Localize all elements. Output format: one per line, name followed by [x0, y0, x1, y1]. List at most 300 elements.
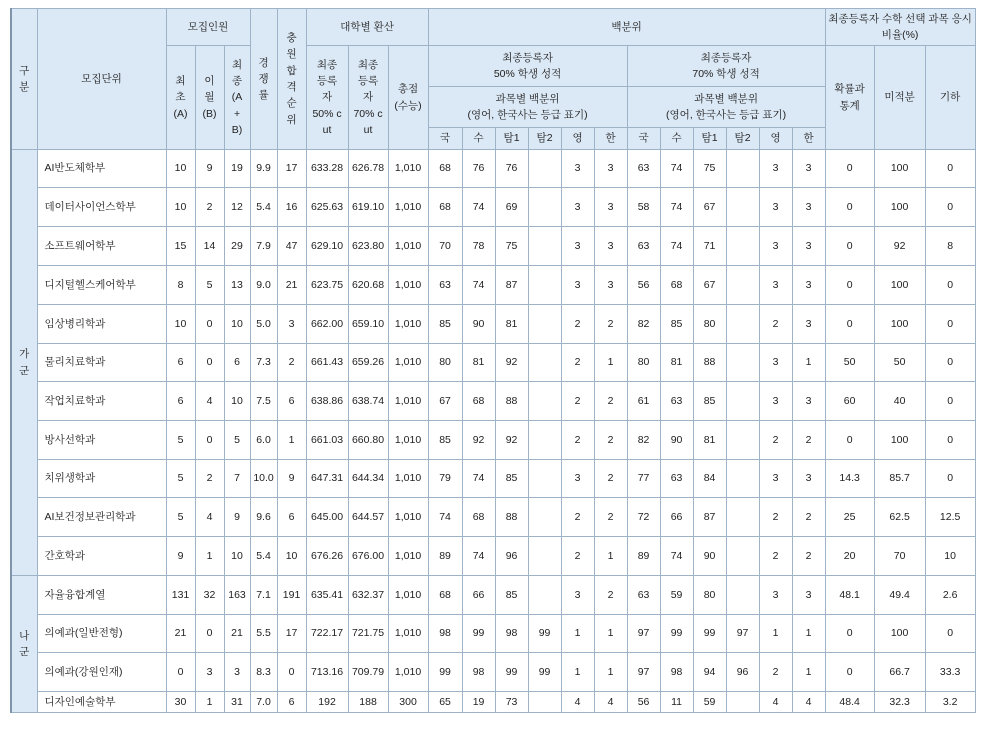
math-geo: 0 — [925, 615, 975, 653]
unit-name: 작업치료학과 — [37, 382, 166, 421]
p50-score: 99 — [528, 653, 561, 692]
p50-score: 3 — [594, 227, 627, 266]
math-geo: 0 — [925, 305, 975, 344]
p70-score: 80 — [693, 305, 726, 344]
competition-rate: 5.4 — [250, 188, 277, 227]
math-geo: 0 — [925, 421, 975, 460]
math-calc: 85.7 — [874, 460, 925, 498]
p70-score — [726, 421, 759, 460]
unit-name: 물리치료학과 — [37, 344, 166, 382]
additional-rank: 191 — [277, 576, 306, 615]
p50-score: 76 — [462, 150, 495, 188]
quota-initial: 10 — [166, 150, 195, 188]
quota-initial: 8 — [166, 266, 195, 305]
table-row — [11, 382, 975, 421]
p50-score — [528, 266, 561, 305]
additional-rank: 6 — [277, 692, 306, 713]
quota-initial: 30 — [166, 692, 195, 713]
p70-score: 3 — [759, 460, 792, 498]
table-header — [11, 9, 975, 150]
p70-score: 68 — [660, 266, 693, 305]
table-row — [11, 615, 975, 653]
total-score: 300 — [388, 692, 428, 713]
p70-score: 3 — [792, 576, 825, 615]
p70-score — [726, 188, 759, 227]
math-calc: 100 — [874, 188, 925, 227]
p50-score: 68 — [428, 150, 462, 188]
p50-score: 74 — [462, 188, 495, 227]
p70-score: 63 — [627, 576, 660, 615]
p70-score: 4 — [792, 692, 825, 713]
p50-score: 1 — [594, 344, 627, 382]
header-conversion: 대학별 환산 — [306, 9, 428, 46]
math-prob: 0 — [825, 227, 874, 266]
p50-score: 74 — [462, 537, 495, 576]
p50-score — [528, 188, 561, 227]
p50-score: 2 — [594, 305, 627, 344]
table-row — [11, 498, 975, 537]
quota-final: 13 — [224, 266, 250, 305]
additional-rank: 16 — [277, 188, 306, 227]
header-p50: 최종등록자 50% 학생 성적 — [428, 46, 627, 87]
group-label: 나 군 — [11, 576, 37, 713]
p50-score: 2 — [561, 537, 594, 576]
p50-score: 98 — [462, 653, 495, 692]
total-score: 1,010 — [388, 576, 428, 615]
p70-score: 59 — [660, 576, 693, 615]
math-geo: 2.6 — [925, 576, 975, 615]
total-score: 1,010 — [388, 150, 428, 188]
math-geo: 8 — [925, 227, 975, 266]
p70-score: 11 — [660, 692, 693, 713]
conv-50-cut: 633.28 — [306, 150, 348, 188]
quota-carryover: 32 — [195, 576, 224, 615]
header-quota-initial: 최 초 (A) — [166, 46, 195, 150]
p50-score: 74 — [428, 498, 462, 537]
p50-score: 92 — [495, 344, 528, 382]
p50-score — [528, 150, 561, 188]
conv-50-cut: 625.63 — [306, 188, 348, 227]
math-geo: 12.5 — [925, 498, 975, 537]
header-subject-p50-5: 한 — [594, 128, 627, 150]
quota-initial: 10 — [166, 305, 195, 344]
math-prob: 0 — [825, 615, 874, 653]
quota-initial: 0 — [166, 653, 195, 692]
header-math-geo: 기하 — [925, 46, 975, 150]
p50-score: 96 — [495, 537, 528, 576]
header-subject-p70-2: 탐1 — [693, 128, 726, 150]
p70-score: 3 — [759, 344, 792, 382]
p50-score: 99 — [428, 653, 462, 692]
conv-70-cut: 659.10 — [348, 305, 388, 344]
math-prob: 0 — [825, 305, 874, 344]
math-geo: 0 — [925, 188, 975, 227]
p70-score — [726, 537, 759, 576]
unit-name: 의예과(강원인재) — [37, 653, 166, 692]
additional-rank: 47 — [277, 227, 306, 266]
math-calc: 100 — [874, 150, 925, 188]
conv-50-cut: 629.10 — [306, 227, 348, 266]
total-score: 1,010 — [388, 537, 428, 576]
p50-score: 68 — [462, 498, 495, 537]
p50-score: 85 — [428, 305, 462, 344]
math-calc: 100 — [874, 305, 925, 344]
math-prob: 0 — [825, 150, 874, 188]
math-calc: 62.5 — [874, 498, 925, 537]
quota-initial: 5 — [166, 498, 195, 537]
conv-50-cut: 662.00 — [306, 305, 348, 344]
p70-score: 94 — [693, 653, 726, 692]
quota-initial: 5 — [166, 460, 195, 498]
p70-score — [726, 344, 759, 382]
quota-initial: 9 — [166, 537, 195, 576]
p50-score: 98 — [495, 615, 528, 653]
p50-score: 98 — [428, 615, 462, 653]
p70-score: 2 — [792, 537, 825, 576]
p50-score: 3 — [561, 227, 594, 266]
math-calc: 50 — [874, 344, 925, 382]
p50-score: 1 — [594, 653, 627, 692]
p70-score: 98 — [660, 653, 693, 692]
p50-score: 2 — [594, 498, 627, 537]
quota-carryover: 3 — [195, 653, 224, 692]
header-quota-final: 최 종 (A + B) — [224, 46, 250, 150]
header-group: 구 분 — [11, 9, 37, 150]
quota-carryover: 1 — [195, 692, 224, 713]
additional-rank: 17 — [277, 150, 306, 188]
math-calc: 92 — [874, 227, 925, 266]
p70-score: 59 — [693, 692, 726, 713]
conv-50-cut: 647.31 — [306, 460, 348, 498]
p50-score: 2 — [561, 421, 594, 460]
conv-70-cut: 659.26 — [348, 344, 388, 382]
p50-score — [528, 421, 561, 460]
p50-score: 1 — [594, 537, 627, 576]
header-conv70: 최종 등록 자 70% c ut — [348, 46, 388, 150]
p50-score: 78 — [462, 227, 495, 266]
p70-score: 74 — [660, 150, 693, 188]
conv-70-cut: 620.68 — [348, 266, 388, 305]
p50-score: 76 — [495, 150, 528, 188]
total-score: 1,010 — [388, 266, 428, 305]
quota-initial: 6 — [166, 344, 195, 382]
p70-score: 82 — [627, 305, 660, 344]
p70-score: 72 — [627, 498, 660, 537]
header-quota: 모집인원 — [166, 9, 250, 46]
quota-carryover: 4 — [195, 382, 224, 421]
additional-rank: 1 — [277, 421, 306, 460]
header-subject-p70-1: 수 — [660, 128, 693, 150]
p50-score: 1 — [561, 653, 594, 692]
math-prob: 0 — [825, 188, 874, 227]
additional-rank: 21 — [277, 266, 306, 305]
math-calc: 100 — [874, 266, 925, 305]
p70-score: 56 — [627, 266, 660, 305]
total-score: 1,010 — [388, 188, 428, 227]
p70-score: 74 — [660, 188, 693, 227]
table-row — [11, 460, 975, 498]
p50-score: 75 — [495, 227, 528, 266]
quota-final: 10 — [224, 305, 250, 344]
p50-score — [528, 692, 561, 713]
p70-score — [726, 576, 759, 615]
unit-name: 데이터사이언스학부 — [37, 188, 166, 227]
p50-score: 2 — [561, 344, 594, 382]
p70-score: 3 — [759, 382, 792, 421]
p70-score: 1 — [792, 653, 825, 692]
p50-score: 68 — [462, 382, 495, 421]
p70-score: 2 — [792, 498, 825, 537]
header-subject-p70-3: 탐2 — [726, 128, 759, 150]
p70-score: 85 — [660, 305, 693, 344]
unit-name: 치위생학과 — [37, 460, 166, 498]
header-conv50: 최종 등록 자 50% c ut — [306, 46, 348, 150]
p50-score: 92 — [462, 421, 495, 460]
unit-name: 간호학과 — [37, 537, 166, 576]
p70-score: 4 — [759, 692, 792, 713]
p50-score: 65 — [428, 692, 462, 713]
p50-score: 1 — [594, 615, 627, 653]
p50-score: 81 — [495, 305, 528, 344]
p70-score: 85 — [693, 382, 726, 421]
competition-rate: 9.6 — [250, 498, 277, 537]
math-geo: 0 — [925, 460, 975, 498]
math-calc: 100 — [874, 421, 925, 460]
table-row — [11, 537, 975, 576]
p70-score: 71 — [693, 227, 726, 266]
conv-50-cut: 722.17 — [306, 615, 348, 653]
p70-score: 97 — [726, 615, 759, 653]
competition-rate: 7.0 — [250, 692, 277, 713]
additional-rank: 0 — [277, 653, 306, 692]
quota-final: 163 — [224, 576, 250, 615]
unit-name: 자율융합계열 — [37, 576, 166, 615]
p50-score — [528, 460, 561, 498]
math-prob: 25 — [825, 498, 874, 537]
conv-70-cut: 660.80 — [348, 421, 388, 460]
math-calc: 100 — [874, 615, 925, 653]
quota-final: 5 — [224, 421, 250, 460]
p50-score: 3 — [561, 460, 594, 498]
p70-score: 97 — [627, 653, 660, 692]
additional-rank: 17 — [277, 615, 306, 653]
p50-score: 88 — [495, 498, 528, 537]
p70-score: 80 — [627, 344, 660, 382]
header-subject50: 과목별 백분위 (영어, 한국사는 등급 표기) — [428, 87, 627, 128]
p50-score: 85 — [428, 421, 462, 460]
p50-score: 3 — [561, 576, 594, 615]
p70-score — [726, 227, 759, 266]
quota-carryover: 0 — [195, 615, 224, 653]
conv-50-cut: 645.00 — [306, 498, 348, 537]
p50-score: 63 — [428, 266, 462, 305]
p70-score: 3 — [792, 150, 825, 188]
header-percentile: 백분위 — [428, 9, 825, 46]
p50-score: 4 — [594, 692, 627, 713]
total-score: 1,010 — [388, 421, 428, 460]
math-prob: 14.3 — [825, 460, 874, 498]
conv-50-cut: 638.86 — [306, 382, 348, 421]
p70-score: 82 — [627, 421, 660, 460]
header-subject-p50-3: 탐2 — [528, 128, 561, 150]
p70-score: 3 — [792, 382, 825, 421]
math-geo: 0 — [925, 150, 975, 188]
quota-carryover: 5 — [195, 266, 224, 305]
quota-final: 12 — [224, 188, 250, 227]
table-wrapper — [10, 8, 976, 713]
p50-score — [528, 305, 561, 344]
p70-score: 63 — [627, 150, 660, 188]
p50-score: 99 — [528, 615, 561, 653]
p50-score — [528, 344, 561, 382]
unit-name: 디자인예술학부 — [37, 692, 166, 713]
quota-initial: 10 — [166, 188, 195, 227]
quota-carryover: 1 — [195, 537, 224, 576]
p70-score: 61 — [627, 382, 660, 421]
quota-initial: 15 — [166, 227, 195, 266]
header-unit: 모집단위 — [37, 9, 166, 150]
competition-rate: 6.0 — [250, 421, 277, 460]
p70-score: 88 — [693, 344, 726, 382]
table-row — [11, 266, 975, 305]
p70-score: 1 — [792, 344, 825, 382]
p50-score: 80 — [428, 344, 462, 382]
p50-score: 88 — [495, 382, 528, 421]
p50-score: 99 — [495, 653, 528, 692]
quota-final: 29 — [224, 227, 250, 266]
competition-rate: 7.1 — [250, 576, 277, 615]
conv-70-cut: 644.34 — [348, 460, 388, 498]
table-row — [11, 150, 975, 188]
quota-final: 7 — [224, 460, 250, 498]
p50-score: 2 — [594, 382, 627, 421]
competition-rate: 10.0 — [250, 460, 277, 498]
p70-score: 67 — [693, 266, 726, 305]
math-calc: 40 — [874, 382, 925, 421]
quota-carryover: 4 — [195, 498, 224, 537]
header-quota-carryover: 이 월 (B) — [195, 46, 224, 150]
p70-score: 3 — [792, 188, 825, 227]
header-math-prob: 확률과 통계 — [825, 46, 874, 150]
total-score: 1,010 — [388, 498, 428, 537]
conv-50-cut: 676.26 — [306, 537, 348, 576]
p70-score: 3 — [792, 460, 825, 498]
p70-score — [726, 460, 759, 498]
math-prob: 48.1 — [825, 576, 874, 615]
p50-score: 81 — [462, 344, 495, 382]
p50-score: 79 — [428, 460, 462, 498]
table-row — [11, 692, 975, 713]
header-subject70: 과목별 백분위 (영어, 한국사는 등급 표기) — [627, 87, 825, 128]
p50-score: 66 — [462, 576, 495, 615]
header-subject-p50-1: 수 — [462, 128, 495, 150]
quota-final: 19 — [224, 150, 250, 188]
header-subject-p70-5: 한 — [792, 128, 825, 150]
p50-score: 3 — [561, 150, 594, 188]
p50-score: 1 — [561, 615, 594, 653]
conv-70-cut: 619.10 — [348, 188, 388, 227]
total-score: 1,010 — [388, 227, 428, 266]
p70-score: 97 — [627, 615, 660, 653]
p70-score: 2 — [759, 498, 792, 537]
p70-score: 87 — [693, 498, 726, 537]
quota-carryover: 0 — [195, 421, 224, 460]
quota-initial: 21 — [166, 615, 195, 653]
p50-score — [528, 576, 561, 615]
conv-70-cut: 638.74 — [348, 382, 388, 421]
p70-score: 90 — [693, 537, 726, 576]
conv-70-cut: 676.00 — [348, 537, 388, 576]
p50-score: 87 — [495, 266, 528, 305]
p70-score: 3 — [759, 227, 792, 266]
p50-score: 90 — [462, 305, 495, 344]
quota-carryover: 9 — [195, 150, 224, 188]
p50-score: 92 — [495, 421, 528, 460]
table-body — [11, 150, 975, 713]
header-rank: 충 원 합 격 순 위 — [277, 9, 306, 150]
competition-rate: 5.4 — [250, 537, 277, 576]
quota-carryover: 0 — [195, 344, 224, 382]
p50-score: 68 — [428, 188, 462, 227]
total-score: 1,010 — [388, 382, 428, 421]
total-score: 1,010 — [388, 653, 428, 692]
p50-score: 2 — [594, 460, 627, 498]
p70-score: 3 — [759, 188, 792, 227]
p70-score: 80 — [693, 576, 726, 615]
header-subject-p50-0: 국 — [428, 128, 462, 150]
p70-score: 74 — [660, 537, 693, 576]
conv-70-cut: 623.80 — [348, 227, 388, 266]
conv-70-cut: 632.37 — [348, 576, 388, 615]
p70-score — [726, 692, 759, 713]
p70-score — [726, 150, 759, 188]
p50-score: 3 — [594, 188, 627, 227]
header-p70: 최종등록자 70% 학생 성적 — [627, 46, 825, 87]
table-row — [11, 576, 975, 615]
conv-50-cut: 623.75 — [306, 266, 348, 305]
math-geo: 10 — [925, 537, 975, 576]
p70-score: 77 — [627, 460, 660, 498]
p50-score: 3 — [561, 266, 594, 305]
unit-name: 디지털헬스케어학부 — [37, 266, 166, 305]
p50-score: 2 — [561, 382, 594, 421]
header-math-ratio: 최종등록자 수학 선택 과목 응시비율(%) — [825, 9, 975, 46]
p70-score: 1 — [759, 615, 792, 653]
quota-initial: 5 — [166, 421, 195, 460]
p70-score: 99 — [693, 615, 726, 653]
p70-score: 66 — [660, 498, 693, 537]
p70-score: 58 — [627, 188, 660, 227]
quota-carryover: 2 — [195, 460, 224, 498]
quota-final: 6 — [224, 344, 250, 382]
p70-score: 81 — [660, 344, 693, 382]
p70-score: 2 — [792, 421, 825, 460]
p70-score: 96 — [726, 653, 759, 692]
group-label: 가 군 — [11, 150, 37, 576]
additional-rank: 10 — [277, 537, 306, 576]
unit-name: 방사선학과 — [37, 421, 166, 460]
p70-score: 81 — [693, 421, 726, 460]
unit-name: 임상병리학과 — [37, 305, 166, 344]
conv-70-cut: 644.57 — [348, 498, 388, 537]
total-score: 1,010 — [388, 615, 428, 653]
quota-final: 10 — [224, 382, 250, 421]
p50-score: 73 — [495, 692, 528, 713]
additional-rank: 3 — [277, 305, 306, 344]
math-geo: 33.3 — [925, 653, 975, 692]
header-subject-p70-0: 국 — [627, 128, 660, 150]
quota-final: 21 — [224, 615, 250, 653]
